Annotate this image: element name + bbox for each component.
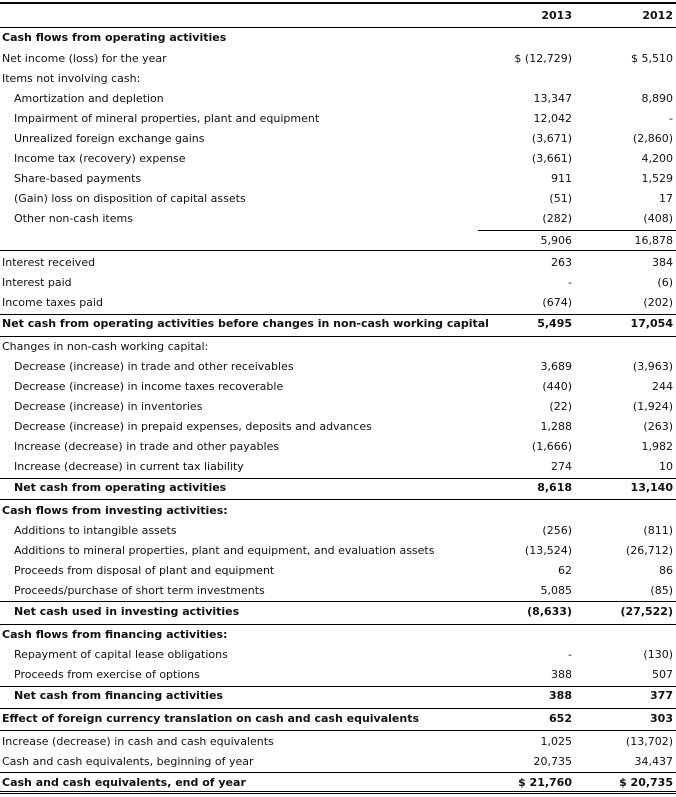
row-label: Additions to mineral properties, plant and equipment, and evaluation assets — [14, 544, 435, 557]
value-2012: 86 — [659, 564, 673, 577]
row-label: Amortization and depletion — [14, 92, 164, 105]
row-label: Cash flows from investing activities: — [2, 504, 228, 517]
value-2012: 384 — [652, 256, 673, 269]
value-2013: 652 — [549, 712, 572, 725]
value-2013: 263 — [551, 256, 572, 269]
value-2012: (2,860) — [632, 132, 673, 145]
row-label: Impairment of mineral properties, plant and equipment — [14, 112, 320, 125]
value-2012: (3,963) — [632, 360, 673, 373]
value-2013: (1,666) — [531, 440, 572, 453]
row-label: Net income (loss) for the year — [2, 52, 167, 65]
value-2012: 244 — [652, 380, 673, 393]
value-2013: 274 — [551, 460, 572, 473]
value-2012: 4,200 — [641, 152, 673, 165]
rule — [0, 772, 676, 773]
value-2012: 13,140 — [630, 481, 673, 494]
value-2013: 388 — [549, 689, 572, 702]
rule — [0, 250, 676, 251]
row-label: Decrease (increase) in prepaid expenses, deposits and advances — [14, 420, 372, 433]
value-2013: 5,085 — [540, 584, 572, 597]
value-2013: 20,735 — [533, 755, 572, 768]
row-label: Income taxes paid — [2, 296, 103, 309]
row-label: Decrease (increase) in income taxes recoverable — [14, 380, 284, 393]
row-label: Decrease (increase) in inventories — [14, 400, 203, 413]
value-2012: (26,712) — [625, 544, 673, 557]
value-2013: - — [568, 276, 572, 289]
value-2013: 13,347 — [533, 92, 572, 105]
value-2012: 10 — [659, 460, 673, 473]
value-2013: 911 — [551, 172, 572, 185]
value-2012: 34,437 — [634, 755, 673, 768]
row-label: Increase (decrease) in cash and cash equivalents — [2, 735, 274, 748]
value-2013: 62 — [558, 564, 572, 577]
row-label: Share-based payments — [14, 172, 142, 185]
value-2012: $ 20,735 — [619, 776, 673, 789]
value-2012: (263) — [643, 420, 673, 433]
value-2013: 1,025 — [540, 735, 572, 748]
value-2012: - — [669, 112, 673, 125]
value-2012: (408) — [643, 212, 673, 225]
row-label: Repayment of capital lease obligations — [14, 648, 228, 661]
value-2012: (811) — [643, 524, 673, 537]
value-2013: (440) — [542, 380, 572, 393]
row-label: Net cash from operating activities before changes in non-cash working capital — [2, 317, 489, 330]
value-2012: 1,529 — [641, 172, 673, 185]
row-label: Additions to intangible assets — [14, 524, 177, 537]
value-2012: 377 — [650, 689, 673, 702]
value-2013: 5,906 — [540, 234, 572, 247]
rule — [0, 601, 676, 602]
row-label: Net cash from financing activities — [14, 689, 223, 702]
value-2013: $ 21,760 — [518, 776, 572, 789]
value-2013: (22) — [549, 400, 572, 413]
value-2012: (85) — [650, 584, 673, 597]
value-2012: (1,924) — [632, 400, 673, 413]
row-label: Increase (decrease) in trade and other payables — [14, 440, 280, 453]
top-rule — [0, 2, 676, 4]
row-label: Income tax (recovery) expense — [14, 152, 186, 165]
value-2013: (51) — [549, 192, 572, 205]
value-2013: 5,495 — [537, 317, 572, 330]
row-label: Net cash used in investing activities — [14, 605, 240, 618]
row-label: Interest paid — [2, 276, 72, 289]
value-2013: 388 — [551, 668, 572, 681]
value-2013: (282) — [542, 212, 572, 225]
value-2013: (3,671) — [531, 132, 572, 145]
row-label: Cash flows from financing activities: — [2, 628, 228, 641]
value-2013: $ (12,729) — [514, 52, 572, 65]
value-2012: 17 — [659, 192, 673, 205]
value-2012: 17,054 — [630, 317, 673, 330]
value-2013: (3,661) — [531, 152, 572, 165]
value-2013: (8,633) — [527, 605, 572, 618]
rule — [0, 624, 676, 625]
rule — [0, 336, 676, 337]
value-2012: (27,522) — [620, 605, 673, 618]
year-2013-header: 2013 — [541, 9, 572, 22]
value-2013: 8,618 — [537, 481, 572, 494]
value-2012: $ 5,510 — [631, 52, 673, 65]
row-label: Net cash from operating activities — [14, 481, 227, 494]
rule — [0, 499, 676, 500]
value-2012: 507 — [652, 668, 673, 681]
rule — [0, 314, 676, 315]
row-label: (Gain) loss on disposition of capital assets — [14, 192, 246, 205]
row-label: Cash and cash equivalents, beginning of year — [2, 755, 254, 768]
value-2012: (6) — [657, 276, 673, 289]
value-2012: 1,982 — [641, 440, 673, 453]
row-label: Cash and cash equivalents, end of year — [2, 776, 246, 789]
row-label: Unrealized foreign exchange gains — [14, 132, 205, 145]
value-2012: 8,890 — [641, 92, 673, 105]
subtotal-rule-right — [478, 230, 676, 231]
bottom-double-rule — [0, 791, 676, 794]
value-2012: (13,702) — [625, 735, 673, 748]
rule — [0, 686, 676, 687]
row-label: Changes in non-cash working capital: — [2, 340, 209, 353]
value-2013: (13,524) — [524, 544, 572, 557]
value-2013: - — [568, 648, 572, 661]
rule — [0, 478, 676, 479]
value-2013: (674) — [542, 296, 572, 309]
value-2013: (256) — [542, 524, 572, 537]
row-label: Items not involving cash: — [2, 72, 141, 85]
value-2012: 16,878 — [634, 234, 673, 247]
row-label: Proceeds from exercise of options — [14, 668, 200, 681]
value-2013: 1,288 — [540, 420, 572, 433]
row-label: Decrease (increase) in trade and other receivables — [14, 360, 294, 373]
header-rule — [0, 27, 676, 28]
value-2012: (130) — [643, 648, 673, 661]
value-2013: 12,042 — [533, 112, 572, 125]
value-2012: 303 — [650, 712, 673, 725]
rule — [0, 730, 676, 731]
year-2012-header: 2012 — [642, 9, 673, 22]
row-label: Increase (decrease) in current tax liability — [14, 460, 244, 473]
row-label: Other non-cash items — [14, 212, 133, 225]
value-2012: (202) — [643, 296, 673, 309]
value-2013: 3,689 — [540, 360, 572, 373]
row-label: Proceeds/purchase of short term investments — [14, 584, 265, 597]
row-label: Interest received — [2, 256, 96, 269]
row-label: Cash flows from operating activities — [2, 31, 227, 44]
row-label: Effect of foreign currency translation on cash and cash equivalents — [2, 712, 420, 725]
row-label: Proceeds from disposal of plant and equipment — [14, 564, 275, 577]
rule — [0, 708, 676, 709]
